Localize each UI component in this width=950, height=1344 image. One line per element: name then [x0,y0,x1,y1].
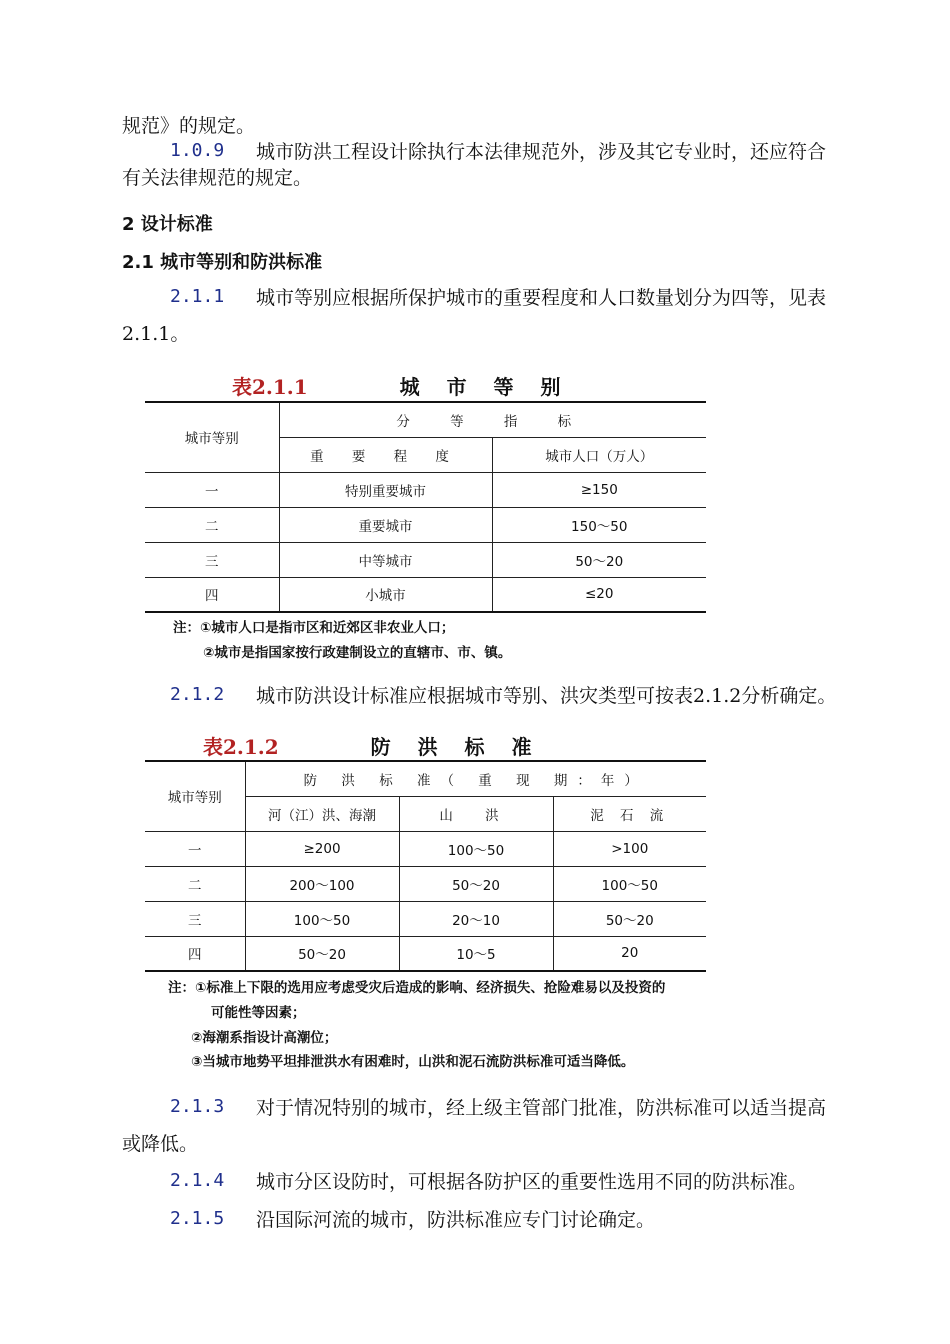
table-1-header-city-class: 城市等别 [145,402,279,472]
table-2-header-river-flood: 河（江）洪、海潮 [245,796,399,831]
table-cell: 50～20 [492,542,706,577]
table-cell: ≤20 [492,577,706,612]
table-cell: 二 [145,866,245,901]
table-cell: 100～50 [553,866,706,901]
table-1-note-1: 注：①城市人口是指市区和近郊区非农业人口； [173,620,455,636]
clause-text-1-0-9: 城市防洪工程设计除执行本法律规范外，涉及其它专业时，还应符合 [256,141,827,163]
table-cell: 100～50 [399,831,553,866]
clause-number-1-0-9: 1.0.9 [170,140,225,161]
clause-text-2-1-1-cont: 2.1.1。 [122,323,190,345]
paragraph-continuation: 规范》的规定。 [122,115,256,137]
table-cell: 50～20 [553,901,706,936]
clause-number-2-1-4: 2.1.4 [170,1170,225,1191]
table-2-note-2: ②海潮系指设计高潮位； [191,1030,338,1046]
table-1-header-population: 城市人口（万人） [492,437,706,472]
table-cell: 四 [145,936,245,971]
table-row [145,577,706,612]
table-row [145,542,706,577]
clause-number-2-1-3: 2.1.3 [170,1096,225,1117]
table-row [145,901,706,936]
table-cell: 重要城市 [279,507,492,542]
table-cell: 20～10 [399,901,553,936]
clause-number-2-1-5: 2.1.5 [170,1208,225,1229]
table-2-1-1-title-row [232,371,571,400]
clause-text-2-1-1: 城市等别应根据所保护城市的重要程度和人口数量划分为四等，见表 [256,287,827,309]
table-1-note-2: ②城市是指国家按行政建制设立的直辖市、市、镇。 [203,645,512,661]
clause-text-2-1-2: 城市防洪设计标准应根据城市等别、洪灾类型可按表2.1.2分析确定。 [256,685,837,707]
table-cell: 20 [553,936,706,971]
section-heading-2-1: 2.1 城市等别和防洪标准 [122,252,323,273]
clause-text-1-0-9-cont: 有关法律规范的规定。 [122,167,313,189]
clause-number-2-1-2: 2.1.2 [170,684,225,705]
clause-number-2-1-1: 2.1.1 [170,286,225,307]
table-row [145,507,706,542]
table-2-1-2 [145,760,706,972]
clause-text-2-1-5: 沿国际河流的城市，防洪标准应专门讨论确定。 [256,1209,656,1231]
table-row [145,831,706,866]
table-row [145,936,706,971]
table-2-header-city-class: 城市等别 [145,761,245,831]
table-cell: 中等城市 [279,542,492,577]
table-cell: 一 [145,472,279,507]
table-cell: 100～50 [245,901,399,936]
clause-text-2-1-3: 对于情况特别的城市，经上级主管部门批准，防洪标准可以适当提高 [256,1097,827,1119]
table-row [145,866,706,901]
table-2-1-2-label: 表2.1.2 [203,735,279,759]
table-cell: ≥200 [245,831,399,866]
table-2-note-1: 注：①标准上下限的选用应考虑受灾后造成的影响、经济损失、抢险难易以及投资的 [168,980,666,996]
table-2-note-1-cont: 可能性等因素； [211,1005,306,1021]
table-1-header-group: 分 等 指 标 [279,402,706,437]
table-2-header-mountain-flood: 山 洪 [399,796,553,831]
table-cell: 小城市 [279,577,492,612]
table-2-header-group: 防 洪 标 准（ 重 现 期：年） [245,761,706,796]
clause-text-2-1-3-cont: 或降低。 [122,1133,199,1155]
table-cell: 一 [145,831,245,866]
clause-text-2-1-4: 城市分区设防时，可根据各防护区的重要性选用不同的防洪标准。 [256,1171,808,1193]
table-2-1-2-title-row [203,731,542,760]
section-heading-2: 2 设计标准 [122,214,213,235]
table-cell: 50～20 [399,866,553,901]
table-1-header-importance: 重 要 程 度 [279,437,492,472]
table-cell: 150～50 [492,507,706,542]
table-2-note-3: ③当城市地势平坦排泄洪水有困难时，山洪和泥石流防洪标准可适当降低。 [191,1054,635,1070]
table-row [145,472,706,507]
table-cell: 10～5 [399,936,553,971]
table-2-1-2-title: 防 洪 标 准 [370,735,542,759]
table-cell: 50～20 [245,936,399,971]
table-2-1-1 [145,401,706,613]
table-cell: 200～100 [245,866,399,901]
table-cell: >100 [553,831,706,866]
table-2-header-debris-flow: 泥 石 流 [553,796,706,831]
table-2-1-1-title: 城 市 等 别 [399,375,571,399]
table-cell: 二 [145,507,279,542]
table-cell: ≥150 [492,472,706,507]
table-cell: 四 [145,577,279,612]
table-cell: 三 [145,901,245,936]
table-cell: 三 [145,542,279,577]
table-2-1-1-label: 表2.1.1 [232,375,308,399]
table-cell: 特别重要城市 [279,472,492,507]
